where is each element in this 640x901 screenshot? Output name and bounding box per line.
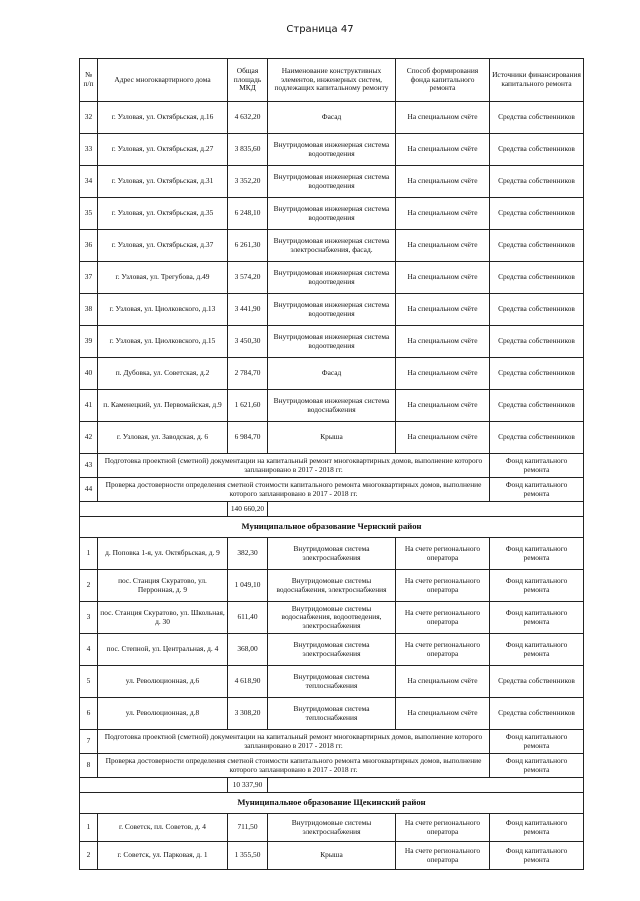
table-cell: 2 bbox=[80, 570, 98, 602]
table-cell: 4 bbox=[80, 634, 98, 666]
table-row bbox=[80, 730, 584, 754]
table-cell: На счете регионального оператора bbox=[396, 814, 490, 842]
table-cell: 1 621,60 bbox=[228, 390, 268, 422]
table-cell: На специальном счёте bbox=[396, 102, 490, 134]
empty-cell bbox=[268, 502, 584, 517]
table-cell: 35 bbox=[80, 198, 98, 230]
table-cell: 36 bbox=[80, 230, 98, 262]
table-cell: Внутридомовые системы водоснабжения, водоотведения, электроснабжения bbox=[268, 602, 396, 634]
table-cell: Внутридомовая инженерная система водоотведения bbox=[268, 326, 396, 358]
table-cell: Средства собственников bbox=[490, 134, 584, 166]
table-cell: г. Узловая, ул. Циолковского, д.15 bbox=[98, 326, 228, 358]
table-row bbox=[80, 698, 584, 730]
table-cell: На счете регионального оператора bbox=[396, 634, 490, 666]
table-cell: Крыша bbox=[268, 422, 396, 454]
header-cell: № п/п bbox=[80, 59, 98, 102]
table-cell: На специальном счёте bbox=[396, 230, 490, 262]
table-cell: Фасад bbox=[268, 102, 396, 134]
table-cell: На специальном счёте bbox=[396, 698, 490, 730]
table-cell: Подготовка проектной (сметной) документации на капитальный ремонт многоквартирных домов, выполнение которого запланировано в 2017 - 2018 гг. bbox=[98, 454, 490, 478]
table-cell: На счете регионального оператора bbox=[396, 538, 490, 570]
table-row bbox=[80, 793, 584, 814]
table-row bbox=[80, 538, 584, 570]
table-cell: Внутридомовая система теплоснабжения bbox=[268, 666, 396, 698]
header-cell: Источники финансирования капитального ремонта bbox=[490, 59, 584, 102]
table-cell: Подготовка проектной (сметной) документации на капитальный ремонт многоквартирных домов, выполнение которого запланировано в 2017 - 2018 гг. bbox=[98, 730, 490, 754]
empty-cell bbox=[268, 778, 584, 793]
table-cell: Внутридомовая инженерная система водоотведения bbox=[268, 134, 396, 166]
table-cell: Средства собственников bbox=[490, 262, 584, 294]
table-cell: На счете регионального оператора bbox=[396, 570, 490, 602]
table-cell: 39 bbox=[80, 326, 98, 358]
table-cell: Средства собственников bbox=[490, 166, 584, 198]
table-cell: 8 bbox=[80, 754, 98, 778]
header-cell: Наименование конструктивных элементов, инженерных систем, подлежащих капитальному ремонту bbox=[268, 59, 396, 102]
table-cell: Фасад bbox=[268, 358, 396, 390]
table-cell: На специальном счёте bbox=[396, 166, 490, 198]
total-area: 10 337,90 bbox=[228, 778, 268, 793]
table-row bbox=[80, 778, 584, 793]
table-cell: Фонд капитального ремонта bbox=[490, 602, 584, 634]
table-cell: Внутридомовая инженерная система водоотведения bbox=[268, 166, 396, 198]
table-cell: Средства собственников bbox=[490, 198, 584, 230]
table-cell: На специальном счёте bbox=[396, 198, 490, 230]
table-row bbox=[80, 102, 584, 134]
table-row bbox=[80, 390, 584, 422]
table-header-row bbox=[80, 59, 584, 102]
table-cell: Внутридомовая инженерная система водоотведения bbox=[268, 294, 396, 326]
table-cell: Крыша bbox=[268, 842, 396, 870]
table-cell: 3 308,20 bbox=[228, 698, 268, 730]
table-cell: г. Узловая, ул. Октябрьская, д.31 bbox=[98, 166, 228, 198]
section-title: Муниципальное образование Чернский район bbox=[80, 517, 584, 538]
section-title: Муниципальное образование Щекинский район bbox=[80, 793, 584, 814]
table-cell: 711,50 bbox=[228, 814, 268, 842]
table-cell: Фонд капитального ремонта bbox=[490, 478, 584, 502]
table-row bbox=[80, 198, 584, 230]
table-cell: 40 bbox=[80, 358, 98, 390]
table-cell: На специальном счёте bbox=[396, 390, 490, 422]
table-row bbox=[80, 666, 584, 698]
table-cell: 32 bbox=[80, 102, 98, 134]
table-cell: г. Узловая, ул. Октябрьская, д.35 bbox=[98, 198, 228, 230]
table-cell: 3 835,60 bbox=[228, 134, 268, 166]
table-cell: Средства собственников bbox=[490, 326, 584, 358]
table-cell: Средства собственников bbox=[490, 294, 584, 326]
table-cell: Фонд капитального ремонта bbox=[490, 814, 584, 842]
table-cell: 6 984,70 bbox=[228, 422, 268, 454]
table-row bbox=[80, 422, 584, 454]
table-cell: Фонд капитального ремонта bbox=[490, 454, 584, 478]
table-cell: ул. Революционная, д.6 bbox=[98, 666, 228, 698]
table-row bbox=[80, 166, 584, 198]
table-cell: 43 bbox=[80, 454, 98, 478]
table-cell: 44 bbox=[80, 478, 98, 502]
table-cell: г. Узловая, ул. Заводская, д. 6 bbox=[98, 422, 228, 454]
table-cell: Внутридомовая система электроснабжения bbox=[268, 634, 396, 666]
header-cell: Общая площадь МКД bbox=[228, 59, 268, 102]
table-cell: г. Узловая, ул. Октябрьская, д.37 bbox=[98, 230, 228, 262]
table-cell: Внутридомовая система теплоснабжения bbox=[268, 698, 396, 730]
table-cell: 368,00 bbox=[228, 634, 268, 666]
table-cell: 7 bbox=[80, 730, 98, 754]
table-cell: На специальном счёте bbox=[396, 134, 490, 166]
table-cell: 1 049,10 bbox=[228, 570, 268, 602]
table-cell: Проверка достоверности определения сметной стоимости капитального ремонта многоквартирных домов, выполнение которого запланировано в 2017 - 2018 гг. bbox=[98, 478, 490, 502]
table-cell: Внутридомовая инженерная система электроснабжения, фасад. bbox=[268, 230, 396, 262]
table-cell: Внутридомовая инженерная система водоотведения bbox=[268, 198, 396, 230]
table-row bbox=[80, 502, 584, 517]
table-cell: Средства собственников bbox=[490, 230, 584, 262]
header-cell: Способ формирования фонда капитального ремонта bbox=[396, 59, 490, 102]
empty-cell bbox=[80, 778, 228, 793]
table-cell: 3 574,20 bbox=[228, 262, 268, 294]
table-cell: ул. Революционная, д.8 bbox=[98, 698, 228, 730]
table-cell: Проверка достоверности определения сметной стоимости капитального ремонта многоквартирных домов, выполнение которого запланировано в 2017 - 2018 гг. bbox=[98, 754, 490, 778]
table-row bbox=[80, 358, 584, 390]
table-cell: г. Узловая, ул. Октябрьская, д.16 bbox=[98, 102, 228, 134]
table-cell: 2 bbox=[80, 842, 98, 870]
table-cell: 1 bbox=[80, 814, 98, 842]
table-row bbox=[80, 814, 584, 842]
table-cell: 33 bbox=[80, 134, 98, 166]
table-cell: На специальном счёте bbox=[396, 422, 490, 454]
table-cell: 6 261,30 bbox=[228, 230, 268, 262]
table-row bbox=[80, 842, 584, 870]
table-row bbox=[80, 570, 584, 602]
table-cell: г. Советск, ул. Парковая, д. 1 bbox=[98, 842, 228, 870]
table-cell: Фонд капитального ремонта bbox=[490, 730, 584, 754]
table-cell: г. Узловая, ул. Циолковского, д.13 bbox=[98, 294, 228, 326]
table-cell: пос. Станция Скуратово, ул. Школьная, д. 30 bbox=[98, 602, 228, 634]
table-cell: На счете регионального оператора bbox=[396, 842, 490, 870]
table-cell: На специальном счёте bbox=[396, 294, 490, 326]
table-cell: Средства собственников bbox=[490, 698, 584, 730]
header-cell: Адрес многоквартирного дома bbox=[98, 59, 228, 102]
table-row bbox=[80, 262, 584, 294]
table-cell: На счете регионального оператора bbox=[396, 602, 490, 634]
table-cell: Фонд капитального ремонта bbox=[490, 842, 584, 870]
table-cell: д. Поповка 1-я, ул. Октябрьская, д. 9 bbox=[98, 538, 228, 570]
table-cell: 42 bbox=[80, 422, 98, 454]
table-cell: Средства собственников bbox=[490, 422, 584, 454]
table-row bbox=[80, 634, 584, 666]
table-cell: 37 bbox=[80, 262, 98, 294]
empty-cell bbox=[80, 502, 228, 517]
table-cell: пос. Степной, ул. Центральная, д. 4 bbox=[98, 634, 228, 666]
table-cell: 6 bbox=[80, 698, 98, 730]
table-cell: 41 bbox=[80, 390, 98, 422]
table-row bbox=[80, 230, 584, 262]
table-row bbox=[80, 294, 584, 326]
table-cell: Фонд капитального ремонта bbox=[490, 634, 584, 666]
table-row bbox=[80, 517, 584, 538]
table-cell: Средства собственников bbox=[490, 358, 584, 390]
table-cell: Средства собственников bbox=[490, 666, 584, 698]
table-row bbox=[80, 602, 584, 634]
table-cell: Внутридомовые системы водоснабжения, электроснабжения bbox=[268, 570, 396, 602]
table-cell: г. Узловая, ул. Трегубова, д.49 bbox=[98, 262, 228, 294]
page-label: Страница 47 bbox=[286, 24, 354, 35]
table-cell: Фонд капитального ремонта bbox=[490, 538, 584, 570]
table-cell: 3 352,20 bbox=[228, 166, 268, 198]
table-cell: 5 bbox=[80, 666, 98, 698]
table-cell: 1 355,50 bbox=[228, 842, 268, 870]
table-cell: На специальном счёте bbox=[396, 666, 490, 698]
table-cell: Внутридомовая система электроснабжения bbox=[268, 538, 396, 570]
table-cell: Фонд капитального ремонта bbox=[490, 570, 584, 602]
table-cell: На специальном счёте bbox=[396, 358, 490, 390]
table-cell: 38 bbox=[80, 294, 98, 326]
table-cell: Средства собственников bbox=[490, 102, 584, 134]
table-cell: г. Советск, пл. Советов, д. 4 bbox=[98, 814, 228, 842]
table-row bbox=[80, 134, 584, 166]
table-cell: 3 bbox=[80, 602, 98, 634]
table-cell: На специальном счёте bbox=[396, 326, 490, 358]
capital-repair-table bbox=[79, 58, 584, 870]
table-cell: п. Каменецкий, ул. Первомайская, д.9 bbox=[98, 390, 228, 422]
table-cell: 34 bbox=[80, 166, 98, 198]
table-row bbox=[80, 454, 584, 478]
table-cell: Внутридомовая инженерная система водоснабжения bbox=[268, 390, 396, 422]
table-cell: 4 618,90 bbox=[228, 666, 268, 698]
table-cell: 6 248,10 bbox=[228, 198, 268, 230]
table-cell: 611,40 bbox=[228, 602, 268, 634]
table-cell: 4 632,20 bbox=[228, 102, 268, 134]
table-cell: 3 441,90 bbox=[228, 294, 268, 326]
table-cell: Внутридомовые системы электроснабжения bbox=[268, 814, 396, 842]
table-row bbox=[80, 754, 584, 778]
table-cell: г. Узловая, ул. Октябрьская, д.27 bbox=[98, 134, 228, 166]
total-area: 140 660,20 bbox=[228, 502, 268, 517]
table-cell: Фонд капитального ремонта bbox=[490, 754, 584, 778]
table-cell: 3 450,30 bbox=[228, 326, 268, 358]
table-cell: Средства собственников bbox=[490, 390, 584, 422]
table-cell: п. Дубовка, ул. Советская, д.2 bbox=[98, 358, 228, 390]
table-cell: 2 784,70 bbox=[228, 358, 268, 390]
table-cell: На специальном счёте bbox=[396, 262, 490, 294]
table-cell: пос. Станция Скуратово, ул. Перронная, д. 9 bbox=[98, 570, 228, 602]
table-row bbox=[80, 326, 584, 358]
table-cell: 1 bbox=[80, 538, 98, 570]
table-row bbox=[80, 478, 584, 502]
table-cell: 382,30 bbox=[228, 538, 268, 570]
table-cell: Внутридомовая инженерная система водоотведения bbox=[268, 262, 396, 294]
